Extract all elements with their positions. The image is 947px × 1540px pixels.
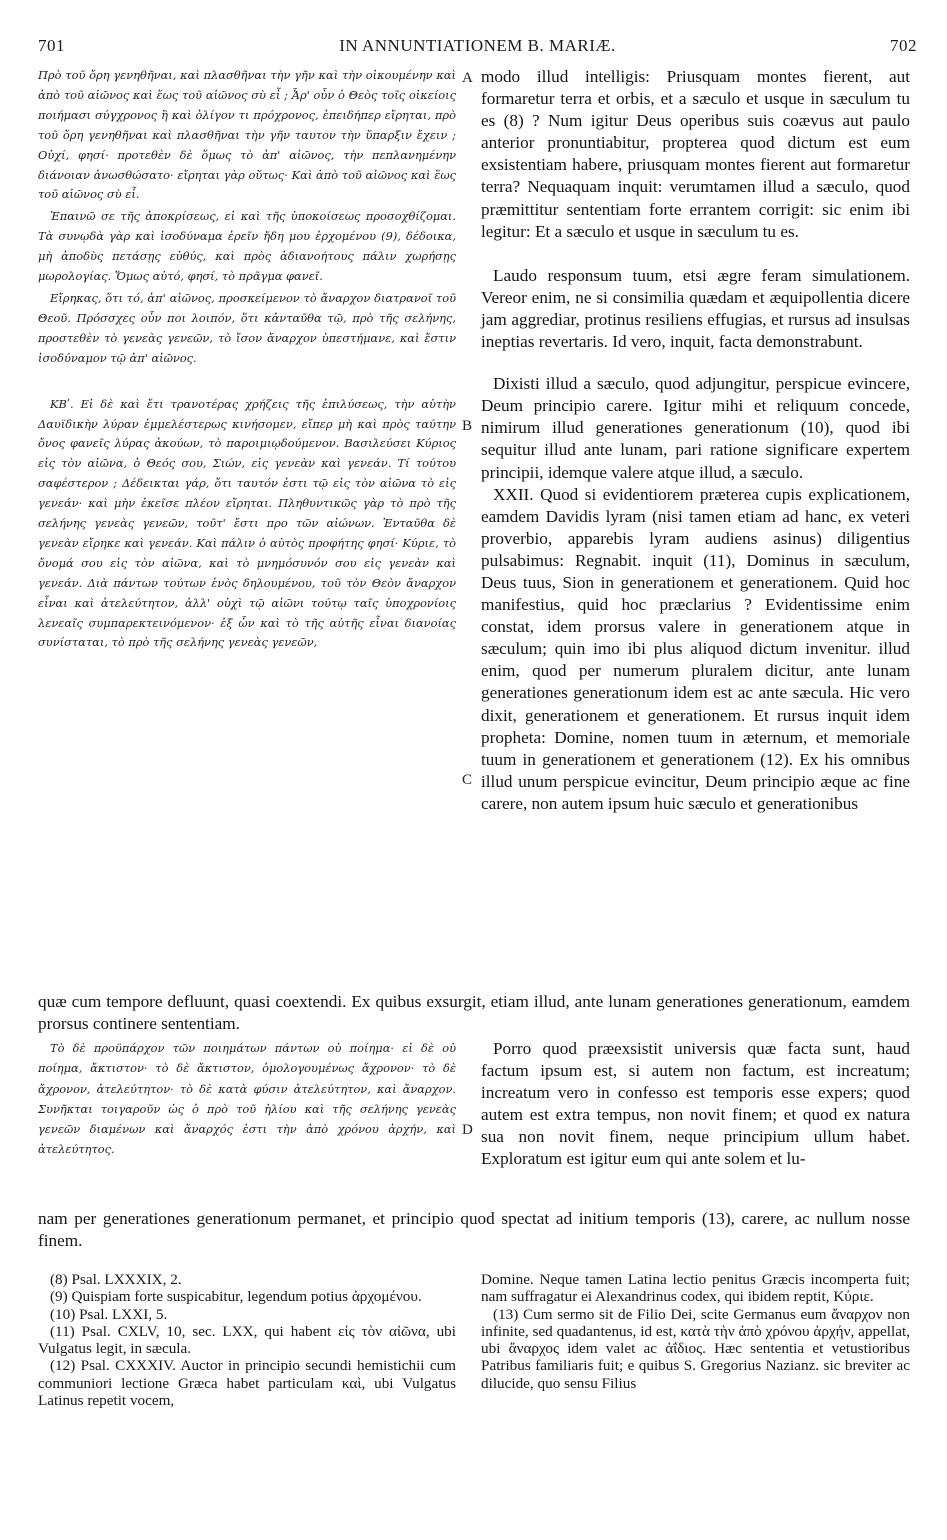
- latin-column: [481, 66, 910, 815]
- latin-paragraph-5: Porro quod præexsistit universis quæ facta sunt, haud factum ipsum est, si autem non factum, est increatum; increatum vero in confesso est temporis esse expers; quod autem est extra tempus, non novit finem; et quod ex natura sua non novit finem, neque principium ullum habet. Exploratum est igitur eum qui ante solem et lu-: [481, 1039, 910, 1169]
- footnote-11: (11) Psal. CXLV, 10, sec. LXX, qui habent εἰς τὸν αἰῶνα, ubi Vulgatus legit, in sæcula.: [38, 1322, 456, 1358]
- greek-paragraph-1: Πρὸ τοῦ ὄρη γενηθῆναι, καὶ πλασθῆναι τὴν γῆν καὶ τὴν οἰκουμένην καὶ ἀπὸ τοῦ αἰῶνος καὶ ἕως τοῦ αἰῶνος σὺ εἶ ; Ἆρ' οὖν ὁ Θεὸς τοῖς οἰκείοις ποιήμασι σύγχρονος ἢ καὶ ὀλίγον τι πρόχρονος, ἐπειδήπερ εἴρηται, πρὸ τοῦ ὄρη γενηθῆναι καὶ πλασθῆναι τὴν γῆν ταυτον τὴν ὕπαρξιν ἔχειν ; Οὐχί, φησί· προτεθὲν δὲ ὅμως τὸ ἀπ' αἰῶνος, τὴν πεπλανημένην διάνοιαν ἀνωσθώσατο· εἴρηται γὰρ οὕτως· Καὶ ἀπὸ τοῦ αἰῶνος καὶ ἕως τοῦ αἰῶνος σὺ εἶ.: [38, 68, 456, 202]
- running-header: [38, 36, 917, 60]
- full-width-continuation-2: [38, 1208, 910, 1251]
- greek-paragraph-3: Εἴρηκας, ὅτι τό, ἀπ' αἰῶνος, προσκείμενον τὸ ἄναρχον διατρανοῖ τοῦ Θεοῦ. Πρόσσχες οὖν ποι λοιπόν, ὅτι κἀνταῦθα τῷ, πρὸ τῆς σελήνης, προστεθὲν τὸ γενεὰς γενεῶν, τὸ ἴσον ἄναρχον ὑπεστήμανε, καὶ ἔστιν ἰσοδύναμον τῷ ἀπ' αἰῶνος.: [38, 290, 456, 365]
- footnote-9: (9) Quispiam forte suspicabitur, legendum potius ἀρχομένου.: [50, 1288, 422, 1306]
- running-title: IN ANNUNTIATIONEM B. MARIÆ.: [339, 36, 616, 55]
- greek-paragraph-2: Ἐπαινῶ σε τῆς ἀποκρίσεως, εἰ καὶ τῆς ὑποκοίσεως προσοχθίζομαι. Τὰ συνῳδὰ γὰρ καὶ ἰσοδύναμα ἐρεῖν ἤδη μου ἐρχομένου (9), δέδοικα, μὴ ἀποδὺς πετάσῃς εὐθύς, καὶ πρὸς ἀδιανοήτους πάλιν χωρήσῃς μωρολογίας. Ὅμως αὐτό, φησί, τὸ πρᾶγμα φανεῖ.: [38, 209, 456, 284]
- greek-paragraph-4: ΚΒʹ. Εἰ δὲ καὶ ἔτι τρανοτέρας χρήζεις τῆς ἐπιλύσεως, τὴν αὐτὴν Δαυϊδικὴν λύραν ἐμμελέστερως κινήσομεν, εἴπερ μὴ καὶ πρὸς ταύτην ὄνος φανεῖς λύρας ἀκούων, τὸ παροιμιῳδούμενον. Βασιλεύσει Κύριος εἰς τὸν αἰῶνα, ὁ Θεός σου, Σιών, εἰς γενεὰν καὶ γενεάν. Τί τούτου σαφέστερον ; Δέδεικται γάρ, ὅτι ταυτόν ἐστι τῷ εἰς τὸν αἰῶνα τὸ εἰς γενεάν· καὶ μὴν ἐκεῖσε πλέον εἴρηται. Πληθυντικῶς γὰρ τὸ πρὸ τῆς σελήνης γενεὰς γενεῶν, τοῦτ' ἔστι προ τῶν αἰώνων. Ἐνταῦθα δὲ γενεὰν εἴρηκε καὶ γενεάν. Καὶ πάλιν ὁ αὐτὸς προφήτης φησί· Κύριε, τὸ ὄνομά σου εἰς τὸν αἰῶνα, καὶ τὸ μνημόσυνόν σου εἰς γενεὰν καὶ γενεάν. Διὰ πάντων τούτων ἑνὸς δηλουμένου, τοῦ τὸν Θεὸν ἄναρχον εἶναι καὶ ἀτελεύτητον, ἀλλ' οὐχὶ τῷ αἰῶνι τούτῳ ταῖς ὑποχρονίοις λενεαῖς συμπαρεκτεινόμενον· ἐξ ὧν καὶ τὸ τῆς αὐτῆς εἶναι διανοίας συνίσταται, τὸ πρὸ τῆς σελήνης γενεὰς γενεῶν,: [38, 396, 456, 650]
- footnote-10: (10) Psal. LXXI, 5.: [50, 1305, 168, 1323]
- footnotes-left: [38, 1271, 456, 1409]
- footnote-8: (8) Psal. LXXXIX, 2.: [50, 1271, 182, 1288]
- latin-paragraph-5-block: [481, 1038, 910, 1171]
- greek-paragraph-5-block: [38, 1038, 456, 1160]
- greek-column: [38, 66, 456, 653]
- full-paragraph-2: nam per generationes generationum permanet, et principio quod spectat ad initium temporis (13), carere, ac nullum nosse finem.: [38, 1209, 910, 1250]
- margin-letter-b: B: [462, 418, 473, 434]
- greek-paragraph-5: Τὸ δὲ προϋπάρχον τῶν ποιημάτων πάντων οὐ ποίημα· εἰ δὲ οὐ ποίημα, ἄκτιστον· τὸ δὲ ἄκτιστον, ὁμολογουμένως ἄχρονον· τὸ δὲ ἄχρονον, ἀτελεύτητον· τὸ δὲ κατὰ φύσιν ἀτελεύτητον, καὶ ἄναρχον. Συνῆκται τοιγαροῦν ὡς ὁ πρὸ τοῦ ἡλίου καὶ τῆς σελήνης γενεὰς γενεῶν διαμένων καὶ ἄναρχός ἐστι τὴν ἀπὸ χρόνου ἀρχήν, καὶ ἀτελεύτητος.: [38, 1041, 456, 1157]
- footnotes-right: [481, 1271, 910, 1392]
- full-paragraph-1: quæ cum tempore defluunt, quasi coextendi. Ex quibus exsurgit, etiam illud, ante lunam generationes generationum, eamdem prorsus continere sententiam.: [38, 992, 910, 1033]
- page-number-right: 702: [890, 36, 917, 55]
- latin-paragraph-4: XXII. Quod si evidentiorem præterea cupis explicationem, eamdem Davidis lyram (nisi tamen etiam ad hanc, ex veteri proverbio, apparebis lyram audiens asinus) diligentius pulsabimus: Regnabit. inquit (11), Dominus in sæculum, Deus tuus, Sion in generationem et generationem. Quid hoc manifestius, quid hoc præclarius ? Evidentissime enim constat, idem prorsus valere in generationem atque in sæculum; quin imo ibi plus aliquod dictum invenitur. illud enim, quod per numerum pluralem dicitur, ante lunam generationes generationum idem est ac ante sæcula. Hic vero dixit, generationem et generationem. Et rursus inquit idem propheta: Domine, nomen tuum in æternum, et memoriale tuum in generationem et generationem (12). Ex his omnibus illud unum perspicue evincitur, Deum principio æque ac fine carere, non autem ipsum huic sæculo et generationibus: [481, 484, 910, 813]
- footnote-13: (13) Cum sermo sit de Filio Dei, scite Germanus eum ἄναρχον non infinite, sed quadantenus, id est, κατὰ τὴν ἀπὸ χρόνου ἀρχήν, appellat, ubi ἄναρχος idem valet ac ἀΐδιος. Hæc sententia et vetustioribus Patribus familiaris fuit; e quibus S. Gregorius Nazianz. sic breviter ac dilucide, quo sensu Filius: [481, 1305, 910, 1392]
- margin-letter-c: C: [462, 772, 473, 788]
- full-width-continuation-1: [38, 991, 910, 1034]
- latin-paragraph-3: Dixisti illud a sæculo, quod adjungitur, perspicue evincere, Deum principio carere. Igitur mihi et reliquum concede, nimirum illud generationes generationum (10), quod ibi sequitur illud ante lunam, pari ratione significare expertem principii, idemque valere atque illud, a sæculo.: [481, 374, 910, 482]
- footnote-12-continued: Domine. Neque tamen Latina lectio penitus Græcis incomperta fuit; nam suffragatur ei Alexandrinus codex, qui ibidem reptit, Κύριε.: [481, 1271, 910, 1306]
- page-number-left: 701: [38, 36, 65, 55]
- latin-paragraph-1: modo illud intelligis: Priusquam montes fierent, aut formaretur terra et orbis, et a sæculo et usque in sæculum tu es (8) ? Num igitur Deus operibus suis coævus aut paulo anterior pronuntiabitur, propterea quod dictum est eum exsistentiam habere, priusquam montes fierent aut formaretur terra? Nequaquam inquit: verumtamen illud a sæculo, quod præmittitur sententiam forte errantem corrigit: sic enim ibi legitur: Et a sæculo et usque in sæculum tu es.: [481, 67, 910, 241]
- margin-letter-a: A: [462, 70, 473, 86]
- margin-letter-d: D: [462, 1122, 473, 1138]
- footnote-12: (12) Psal. CXXXIV. Auctor in principio secundi hemistichii cum communiori lectione Græca habet particulam καὶ, ubi Vulgatus Latinus repetit vocem,: [38, 1357, 456, 1410]
- latin-paragraph-2: Laudo responsum tuum, etsi ægre feram simulationem. Vereor enim, ne si consimilia quædam et æquipollentia dicere jam aggrediar, protinus resiliens effugias, et rursus ad insulsas ineptias revertaris. Id vero, inquit, facta demonstrabunt.: [481, 265, 910, 352]
